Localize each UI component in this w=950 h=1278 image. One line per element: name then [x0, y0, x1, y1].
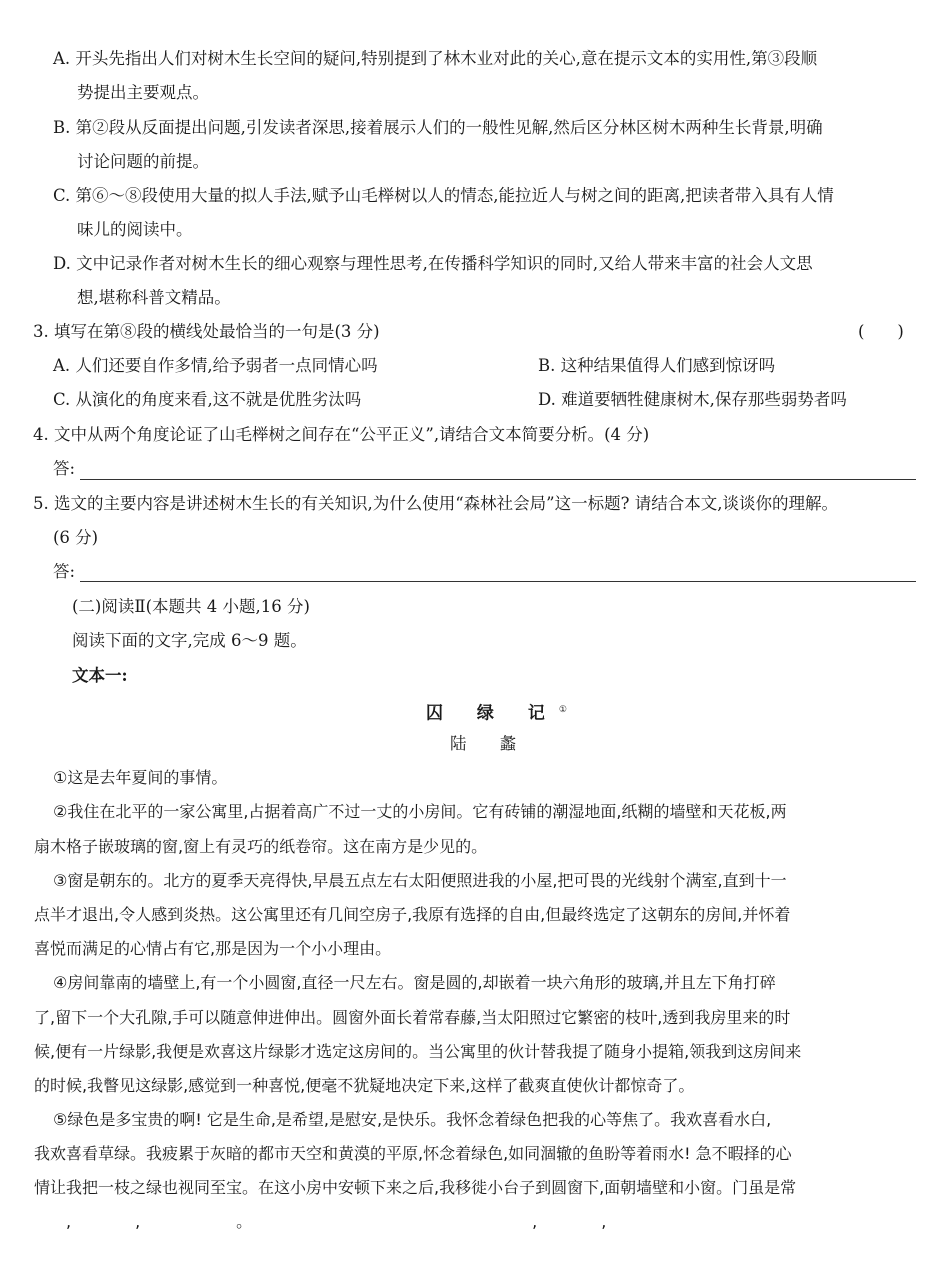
paragraph-4-line1: ④房间靠南的墙壁上,有一个小圆窗,直径一尺左右。窗是圆的,却嵌着一块六角形的玻璃,并且左下角打碎 [53, 973, 776, 992]
q4-stem: 4. 文中从两个角度论证了山毛榉树之间存在“公平正义”,请结合文本简要分析。(4 分) [33, 425, 650, 444]
text-one-label: 文本一: [72, 666, 128, 685]
q5-stem-line1: 5. 选文的主要内容是讲述树木生长的有关知识,为什么使用“森林社会局”这一标题? 请结合本文,谈谈你的理解。 [33, 494, 838, 513]
paragraph-5-line2: 我欢喜看草绿。我疲累于灰暗的都市天空和黄漠的平原,怀念着绿色,如同涸辙的鱼盼等着雨水! 急不暇择的心 [34, 1144, 792, 1163]
q5-stem-line2: (6 分) [53, 528, 99, 547]
q2-option-c-line2: 味儿的阅读中。 [77, 220, 193, 239]
q5-answer-line[interactable] [80, 581, 916, 582]
q3-option-b: B. 这种结果值得人们感到惊讶吗 [538, 356, 776, 375]
article-title-text: 囚 绿 记 [426, 703, 559, 724]
paragraph-5-line3: 情让我把一枝之绿也视同至宝。在这小房中安顿下来之后,我移徙小台子到圆窗下,面朝墙壁和小窗。门虽是常 [34, 1178, 797, 1197]
paragraph-3-line3: 喜悦而满足的心情占有它,那是因为一个小小理由。 [34, 939, 392, 958]
q5-answer-label: 答: [53, 562, 76, 581]
q2-option-b-line2: 讨论问题的前提。 [77, 152, 209, 171]
q3-stem: 3. 填写在第⑧段的横线处最恰当的一句是(3 分) [33, 322, 380, 341]
q3-option-a: A. 人们还要自作多情,给予弱者一点同情心吗 [53, 356, 378, 375]
q2-option-c-line1: C. 第⑥～⑧段使用大量的拟人手法,赋予山毛榉树以人的情态,能拉近人与树之间的距离,把读者带入具有人情 [53, 186, 834, 205]
article-title [426, 699, 567, 725]
section2-heading: (二)阅读Ⅱ(本题共 4 小题,16 分) [72, 597, 310, 616]
paragraph-3-line1: ③窗是朝东的。北方的夏季天亮得快,早晨五点左右太阳便照进我的小屋,把可畏的光线射个满室,直到十一 [53, 871, 787, 890]
q4-answer-label: 答: [53, 459, 76, 478]
q2-option-d-line2: 想,堪称科普文精品。 [77, 288, 231, 307]
q2-option-b-line1: B. 第②段从反面提出问题,引发读者深思,接着展示人们的一般性见解,然后区分林区树木两种生长背景,明确 [53, 118, 823, 137]
section2-instruction: 阅读下面的文字,完成 6～9 题。 [72, 631, 307, 650]
paragraph-3-line2: 点半才退出,令人感到炎热。这公寓里还有几间空房子,我原有选择的自由,但最终选定了这朝东的房间,并怀着 [34, 905, 791, 924]
article-author: 陆 蠡 [450, 734, 531, 753]
q4-answer-line[interactable] [80, 479, 916, 480]
paragraph-4-line3: 候,便有一片绿影,我便是欢喜这片绿影才选定这房间的。当公寓里的伙计替我提了随身小提箱,领我到这房间来 [34, 1042, 802, 1061]
q2-option-a-line2: 势提出主要观点。 [77, 83, 209, 102]
q2-option-d-line1: D. 文中记录作者对树木生长的细心观察与理性思考,在传播科学知识的同时,又给人带来丰富的社会人文思 [53, 254, 813, 273]
paragraph-5-line4-partial: , , 。 , , [66, 1212, 607, 1231]
paragraph-4-line4: 的时候,我瞥见这绿影,感觉到一种喜悦,便毫不犹疑地决定下来,这样了截爽直使伙计都惊奇了。 [34, 1076, 695, 1095]
paragraph-2-line1: ②我住在北平的一家公寓里,占据着高广不过一丈的小房间。它有砖铺的潮湿地面,纸糊的墙壁和天花板,两 [53, 802, 787, 821]
paragraph-5-line1: ⑤绿色是多宝贵的啊! 它是生命,是希望,是慰安,是快乐。我怀念着绿色把我的心等焦了。我欢喜看水白, [53, 1110, 772, 1129]
q2-option-a-line1: A. 开头先指出人们对树木生长空间的疑问,特别提到了林木业对此的关心,意在提示文本的实用性,第③段顺 [53, 49, 818, 68]
q3-option-c: C. 从演化的角度来看,这不就是优胜劣汰吗 [53, 390, 362, 409]
paragraph-4-line2: 了,留下一个大孔隙,手可以随意伸进伸出。圆窗外面长着常春藤,当太阳照过它繁密的枝叶,透到我房里来的时 [34, 1008, 791, 1027]
paragraph-1: ①这是去年夏间的事情。 [53, 768, 228, 787]
q3-option-d: D. 难道要牺牲健康树木,保存那些弱势者吗 [538, 390, 847, 409]
paragraph-2-line2: 扇木格子嵌玻璃的窗,窗上有灵巧的纸卷帘。这在南方是少见的。 [34, 837, 488, 856]
q3-answer-bracket[interactable]: ( ) [858, 322, 904, 341]
title-footnote-mark: ① [558, 705, 567, 715]
